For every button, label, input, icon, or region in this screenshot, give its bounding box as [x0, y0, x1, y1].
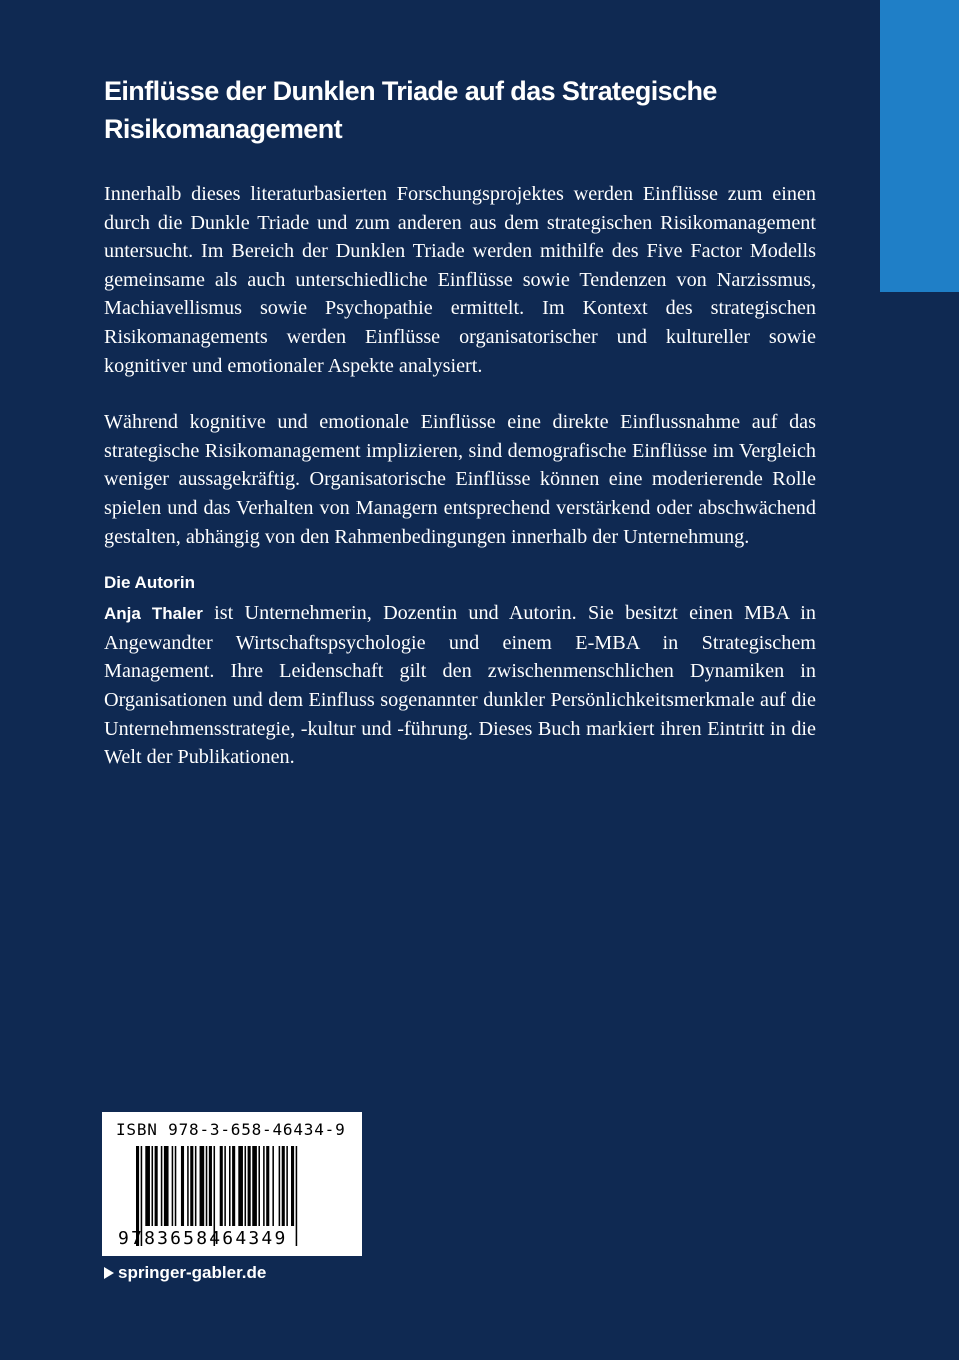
- barcode-bar: [164, 1146, 169, 1226]
- barcode-bar: [172, 1146, 174, 1226]
- barcode-bar: [155, 1146, 158, 1226]
- author-name: Anja Thaler: [104, 604, 203, 624]
- barcode-bar: [220, 1146, 223, 1226]
- author-bio: [104, 599, 816, 772]
- publisher-link[interactable]: [104, 1263, 266, 1283]
- barcode-bar: [161, 1146, 163, 1226]
- barcode-bar: [232, 1146, 235, 1226]
- barcode-bar: [252, 1146, 257, 1226]
- back-cover-content: [104, 72, 816, 772]
- author-heading: Die Autorin: [104, 573, 195, 593]
- barcode-bar: [145, 1146, 150, 1226]
- description-paragraph-2: Während kognitive und emotionale Einflüsse eine direkte Einflussnahme auf das strategische Risikomanagement implizieren, sind demografische Einflüsse im Vergleich weniger aussagekräftig. Organisatorische Einflüsse können eine moderierende Rolle spielen und das Verhalten von Managern entsprechend verstärkend oder abschwächend gestalten, abhängig von den Rahmenbedingungen innerhalb der Unternehmung.: [104, 411, 816, 548]
- barcode-bar: [286, 1146, 288, 1226]
- barcode-bar: [195, 1146, 197, 1226]
- barcode-bar: [248, 1146, 251, 1226]
- isbn-label: ISBN 978-3-658-46434-9: [116, 1120, 346, 1139]
- barcode-bar: [224, 1146, 226, 1226]
- barcode-digits: 9783658464349: [118, 1228, 288, 1249]
- barcode-bar: [187, 1146, 189, 1226]
- arrow-right-icon: [104, 1267, 114, 1279]
- barcode-bar: [190, 1146, 193, 1226]
- barcode-bar: [296, 1146, 298, 1246]
- barcode-bar: [238, 1146, 243, 1226]
- barcode-bar: [206, 1146, 208, 1226]
- barcode-bar: [258, 1146, 260, 1226]
- book-title: Einflüsse der Dunklen Triade auf das Strategische Risikomanagement: [104, 76, 717, 144]
- barcode-bar: [245, 1146, 247, 1226]
- publisher-url: springer-gabler.de: [118, 1263, 267, 1282]
- barcode-bar: [209, 1146, 212, 1226]
- barcode-bar: [229, 1146, 231, 1226]
- barcode-bar: [291, 1146, 294, 1226]
- description-paragraph-1: Innerhalb dieses literaturbasierten Forschungsprojektes werden Einflüsse zum einen durch die Dunkle Triade und zum anderen aus dem strategischen Risikomanagement untersucht. Im Bereich der Dunklen Triade werden mithilfe des Five Factor Modells gemeinsame als auch unterschiedliche Einflüsse sowie Tendenzen von Narzissmus, Machiavellismus sowie Psychopathie ermittelt. Im Kontext des strategischen Risikomanagements werden Einflüsse organisatorischer und kultureller sowie kognitiver und emotionaler Aspekte analysiert.: [104, 183, 816, 377]
- barcode-bar: [272, 1146, 274, 1226]
- isbn-barcode: [102, 1112, 362, 1256]
- barcode-bar: [266, 1146, 269, 1226]
- barcode-bar: [263, 1146, 265, 1226]
- barcode-bar: [279, 1146, 281, 1226]
- barcode-bar: [282, 1146, 285, 1226]
- barcode-bar: [200, 1146, 205, 1226]
- barcode-bar: [181, 1146, 184, 1226]
- accent-bar: [880, 0, 959, 292]
- author-bio-text: ist Unternehmerin, Dozentin und Autorin. Sie besitzt einen MBA in Angewandter Wirtschaftspsychologie und einem E-MBA in Strategischem Management. Ihre Leidenschaft gilt den zwischenmenschlichen Dynamiken in Organisationen und dem Einfluss sogenannter dunkler Persönlichkeitsmerkmale auf die Unternehmensstrategie, -kultur und -führung. Dieses Buch markiert ihren Eintritt in die Welt der Publikationen.: [104, 602, 816, 769]
- barcode-bar: [152, 1146, 154, 1226]
- barcode-bar: [175, 1146, 177, 1226]
